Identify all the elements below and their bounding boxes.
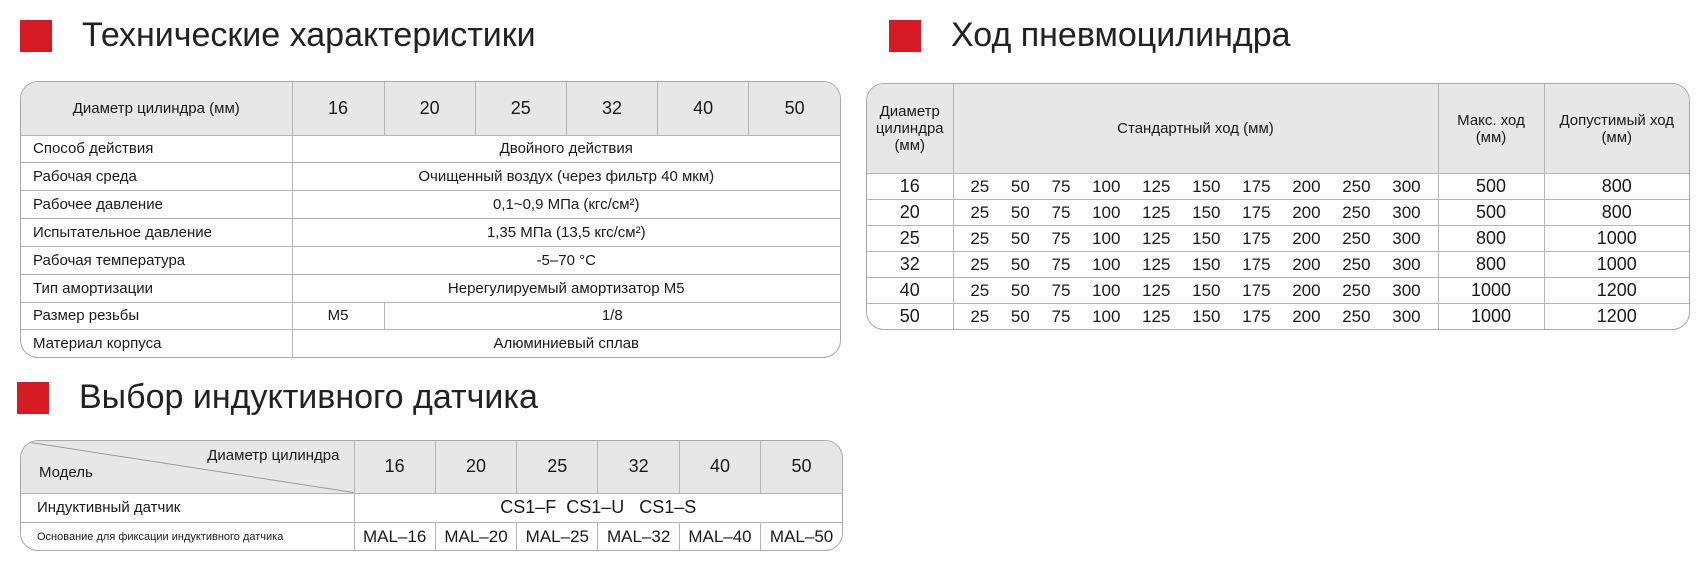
- diameter-cell: 40: [658, 82, 749, 135]
- stroke-diameter-cell: 16: [867, 174, 953, 200]
- standard-strokes-cell: [953, 278, 1438, 304]
- stroke-value: 175: [1242, 202, 1271, 222]
- stroke-value: 125: [1142, 280, 1171, 300]
- spec-title: Технические характеристики: [82, 16, 536, 54]
- stroke-value: 150: [1192, 202, 1221, 222]
- stroke-value: 175: [1242, 176, 1271, 196]
- stroke-value: 150: [1192, 306, 1221, 326]
- stroke-table: [866, 83, 1690, 330]
- spec-row: [21, 135, 840, 163]
- stroke-value: 100: [1092, 280, 1121, 300]
- spec-row: [21, 219, 840, 247]
- stroke-value: 175: [1242, 228, 1271, 248]
- stroke-row: [867, 200, 1689, 226]
- spec-label: Рабочее давление: [21, 191, 292, 219]
- stroke-value: 125: [1142, 176, 1171, 196]
- stroke-header-row: [867, 84, 1689, 174]
- diameter-header: Диаметр цилиндра (мм): [21, 82, 292, 135]
- stroke-value: 50: [1010, 280, 1030, 300]
- stroke-value: 50: [1010, 306, 1030, 326]
- corner-bottom-label: Модель: [39, 463, 93, 481]
- stroke-value: 175: [1242, 254, 1271, 274]
- standard-strokes-cell: [953, 200, 1438, 226]
- red-square-icon: [20, 20, 52, 52]
- spec-value: 0,1~0,9 МПа (кгс/см²): [292, 191, 840, 219]
- stroke-diameter-cell: 20: [867, 200, 953, 226]
- sensor-table: [20, 440, 843, 551]
- corner-top-label: Диаметр цилиндра: [207, 447, 340, 464]
- diameter-cell: 16: [354, 441, 435, 493]
- diameter-cell: 16: [292, 82, 384, 135]
- standard-strokes-cell: [953, 174, 1438, 200]
- spec-header-row: [21, 82, 840, 135]
- spec-section-title: [20, 16, 536, 55]
- stroke-value: 200: [1292, 280, 1321, 300]
- max-stroke-cell: 800: [1438, 252, 1544, 278]
- spec-value: Очищенный воздух (через фильтр 40 мкм): [292, 163, 840, 191]
- stroke-value: 100: [1092, 306, 1121, 326]
- stroke-value: 25: [970, 228, 990, 248]
- stroke-diameter-header: Диаметр цилиндра (мм): [867, 84, 953, 174]
- red-square-icon: [17, 382, 49, 414]
- spec-label: Размер резьбы: [21, 302, 292, 330]
- stroke-value: 75: [1051, 254, 1071, 274]
- stroke-value: 175: [1242, 306, 1271, 326]
- stroke-value: 50: [1010, 254, 1030, 274]
- spec-label: Тип амортизации: [21, 274, 292, 302]
- stroke-value: 200: [1292, 254, 1321, 274]
- spec-table: [20, 81, 841, 358]
- spec-label: Материал корпуса: [21, 330, 292, 357]
- stroke-value: 75: [1051, 228, 1071, 248]
- stroke-value: 125: [1142, 254, 1171, 274]
- spec-label: Способ действия: [21, 135, 292, 163]
- mount-cell: MAL–16: [354, 523, 435, 551]
- diameter-cell: 40: [679, 441, 760, 493]
- stroke-value: 25: [970, 280, 990, 300]
- stroke-row: [867, 304, 1689, 329]
- stroke-value: 125: [1142, 306, 1171, 326]
- allowed-stroke-cell: 1000: [1544, 226, 1689, 252]
- sensor-label: Индуктивный датчик: [21, 493, 354, 523]
- stroke-value: 200: [1292, 176, 1321, 196]
- spec-row: [21, 330, 840, 357]
- mount-cell: MAL–50: [761, 523, 842, 551]
- stroke-value: 50: [1010, 228, 1030, 248]
- stroke-diameter-cell: 25: [867, 226, 953, 252]
- allowed-stroke-cell: 800: [1544, 200, 1689, 226]
- diameter-cell: 20: [435, 441, 516, 493]
- diameter-cell: 25: [517, 441, 598, 493]
- spec-value: Двойного действия: [292, 135, 840, 163]
- sensor-header-row: [21, 441, 842, 493]
- stroke-value: 300: [1392, 202, 1421, 222]
- spec-row: [21, 302, 840, 330]
- spec-value: -5–70 °С: [292, 246, 840, 274]
- stroke-value: 50: [1010, 202, 1030, 222]
- stroke-value: 125: [1142, 228, 1171, 248]
- stroke-value: 300: [1392, 176, 1421, 196]
- stroke-row: [867, 252, 1689, 278]
- stroke-value: 25: [970, 176, 990, 196]
- stroke-value: 300: [1392, 306, 1421, 326]
- allowed-stroke-cell: 1200: [1544, 278, 1689, 304]
- spec-row: [21, 163, 840, 191]
- spec-row: [21, 191, 840, 219]
- max-stroke-cell: 800: [1438, 226, 1544, 252]
- standard-strokes-cell: [953, 252, 1438, 278]
- stroke-section-title: [889, 16, 1291, 55]
- standard-stroke-header: Стандартный ход (мм): [953, 84, 1438, 174]
- spec-value: Алюминиевый сплав: [292, 330, 840, 357]
- stroke-row: [867, 174, 1689, 200]
- max-stroke-cell: 1000: [1438, 278, 1544, 304]
- max-stroke-cell: 500: [1438, 174, 1544, 200]
- spec-value: Нерегулируемый амортизатор М5: [292, 274, 840, 302]
- stroke-value: 75: [1051, 176, 1071, 196]
- diameter-cell: 32: [566, 82, 657, 135]
- diameter-cell: 25: [475, 82, 566, 135]
- diagonal-header-cell: [21, 441, 354, 493]
- stroke-value: 100: [1092, 228, 1121, 248]
- stroke-value: 150: [1192, 280, 1221, 300]
- diameter-cell: 20: [384, 82, 475, 135]
- mount-cell: MAL–20: [435, 523, 516, 551]
- stroke-value: 250: [1342, 306, 1371, 326]
- mount-row: [21, 523, 842, 551]
- allowed-stroke-cell: 800: [1544, 174, 1689, 200]
- stroke-value: 50: [1010, 176, 1030, 196]
- stroke-value: 75: [1051, 306, 1071, 326]
- spec-value: М5: [292, 302, 384, 330]
- stroke-value: 150: [1192, 254, 1221, 274]
- allowed-stroke-header: Допустимый ход (мм): [1544, 84, 1689, 174]
- sensor-section-title: [17, 378, 538, 417]
- stroke-value: 100: [1092, 176, 1121, 196]
- sensor-title: Выбор индуктивного датчика: [79, 378, 538, 416]
- spec-label: Испытательное давление: [21, 219, 292, 247]
- stroke-value: 25: [970, 254, 990, 274]
- diameter-cell: 50: [761, 441, 842, 493]
- spec-label: Рабочая температура: [21, 246, 292, 274]
- spec-value: 1/8: [384, 302, 840, 330]
- stroke-value: 250: [1342, 280, 1371, 300]
- spec-label: Рабочая среда: [21, 163, 292, 191]
- diameter-cell: 32: [598, 441, 679, 493]
- stroke-value: 250: [1342, 228, 1371, 248]
- stroke-value: 100: [1092, 254, 1121, 274]
- stroke-value: 75: [1051, 280, 1071, 300]
- max-stroke-header: Макс. ход (мм): [1438, 84, 1544, 174]
- diameter-cell: 50: [749, 82, 840, 135]
- stroke-value: 200: [1292, 228, 1321, 248]
- stroke-value: 100: [1092, 202, 1121, 222]
- mount-cell: MAL–32: [598, 523, 679, 551]
- stroke-title: Ход пневмоцилиндра: [951, 16, 1291, 54]
- max-stroke-cell: 1000: [1438, 304, 1544, 329]
- stroke-value: 200: [1292, 202, 1321, 222]
- allowed-stroke-cell: 1200: [1544, 304, 1689, 329]
- sensor-row: [21, 493, 842, 523]
- spec-row: [21, 246, 840, 274]
- spec-value: 1,35 МПа (13,5 кгс/см²): [292, 219, 840, 247]
- stroke-value: 300: [1392, 228, 1421, 248]
- stroke-value: 200: [1292, 306, 1321, 326]
- stroke-diameter-cell: 40: [867, 278, 953, 304]
- stroke-value: 75: [1051, 202, 1071, 222]
- max-stroke-cell: 500: [1438, 200, 1544, 226]
- stroke-value: 175: [1242, 280, 1271, 300]
- sensor-value: CS1–F CS1–U CS1–S: [354, 493, 842, 523]
- stroke-value: 25: [970, 202, 990, 222]
- stroke-row: [867, 278, 1689, 304]
- stroke-row: [867, 226, 1689, 252]
- mount-cell: MAL–40: [679, 523, 760, 551]
- stroke-value: 300: [1392, 280, 1421, 300]
- standard-strokes-cell: [953, 226, 1438, 252]
- stroke-value: 125: [1142, 202, 1171, 222]
- stroke-value: 250: [1342, 202, 1371, 222]
- stroke-value: 300: [1392, 254, 1421, 274]
- stroke-value: 150: [1192, 176, 1221, 196]
- stroke-diameter-cell: 32: [867, 252, 953, 278]
- stroke-value: 150: [1192, 228, 1221, 248]
- mount-cell: MAL–25: [517, 523, 598, 551]
- stroke-diameter-cell: 50: [867, 304, 953, 329]
- mount-label: Основание для фиксации индуктивного датчика: [21, 523, 354, 551]
- stroke-value: 250: [1342, 254, 1371, 274]
- stroke-value: 250: [1342, 176, 1371, 196]
- spec-row: [21, 274, 840, 302]
- stroke-value: 25: [970, 306, 990, 326]
- red-square-icon: [889, 20, 921, 52]
- allowed-stroke-cell: 1000: [1544, 252, 1689, 278]
- standard-strokes-cell: [953, 304, 1438, 329]
